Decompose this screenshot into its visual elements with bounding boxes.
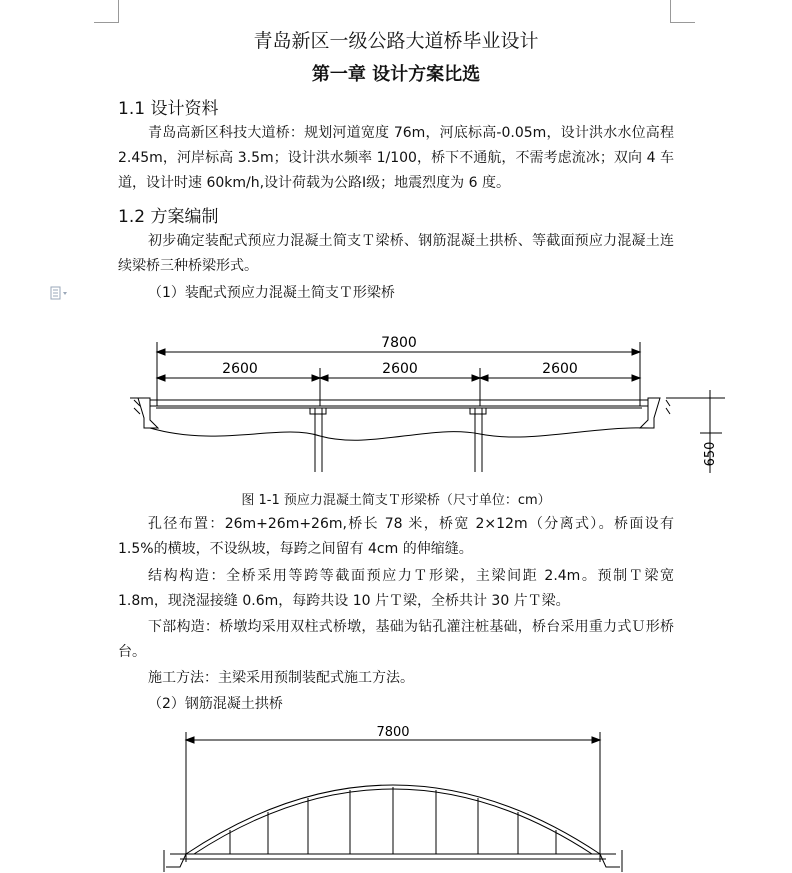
paragraph-structure: 结构构造：全桥采用等跨等截面预应力Ｔ形梁，主梁间距 2.4m。预制Ｔ梁宽 1.8m，现浇湿接缝 0.6m，每跨共设 10 片Ｔ梁，全桥共计 30 片Ｔ梁。 [118,568,674,609]
crop-mark-top-left [94,0,119,23]
paragraph-construction-method: 施工方法：主梁采用预制装配式施工方法。 [148,670,414,686]
section-2-heading: 1.2 方案编制 [118,207,219,227]
section-2-paragraph: 初步确定装配式预应力混凝土简支Ｔ梁桥、钢筋混凝土拱桥、等截面预应力混凝土连续梁桥三种桥梁形式。 [118,233,674,274]
chapter-title: 第一章 设计方案比选 [311,64,481,85]
fig1-span-1-dim: 2600 [222,361,258,377]
section-1-heading: 1.1 设计资料 [118,99,219,119]
doc-title: 青岛新区一级公路大道桥毕业设计 [253,30,539,52]
fig2-total-dim: 7800 [376,725,410,740]
fig1-span-2-dim: 2600 [382,361,418,377]
fig1-height-dim: 650 [703,441,718,467]
option-2-title: （2）钢筋混凝土拱桥 [148,696,283,712]
figure-2-arch-bridge [150,722,650,873]
figure-1-tbeam-bridge [110,328,730,478]
figure-1-caption: 图 1-1 预应力混凝土简支Ｔ形梁桥（尺寸单位：cm） [241,493,551,508]
paragraph-substructure: 下部构造：桥墩均采用双柱式桥墩，基础为钻孔灌注桩基础，桥台采用重力式Ｕ形桥台。 [118,619,674,660]
section-1-paragraph: 青岛高新区科技大道桥：规划河道宽度 76m，河底标高-0.05m，设计洪水水位高程 2.45m，河岸标高 3.5m；设计洪水频率 1/100，桥下不通航，不需考虑流冰；双向 4 车道，设计时速 60km/h,设计荷载为公路Ⅰ级；地震烈度为 6 度。 [118,125,674,191]
fig1-total-dim: 7800 [381,335,417,351]
paragraph-span-layout: 孔径布置：26m+26m+26m,桥长 78 米，桥宽 2×12m（分离式）。桥面设有 1.5%的横坡，不设纵坡，每跨之间留有 4cm 的伸缩缝。 [118,516,674,557]
option-1-title: （1）装配式预应力混凝土简支Ｔ形梁桥 [148,285,395,301]
fig1-span-3-dim: 2600 [542,361,578,377]
crop-mark-top-right [670,0,695,23]
document-icon[interactable] [50,286,68,302]
